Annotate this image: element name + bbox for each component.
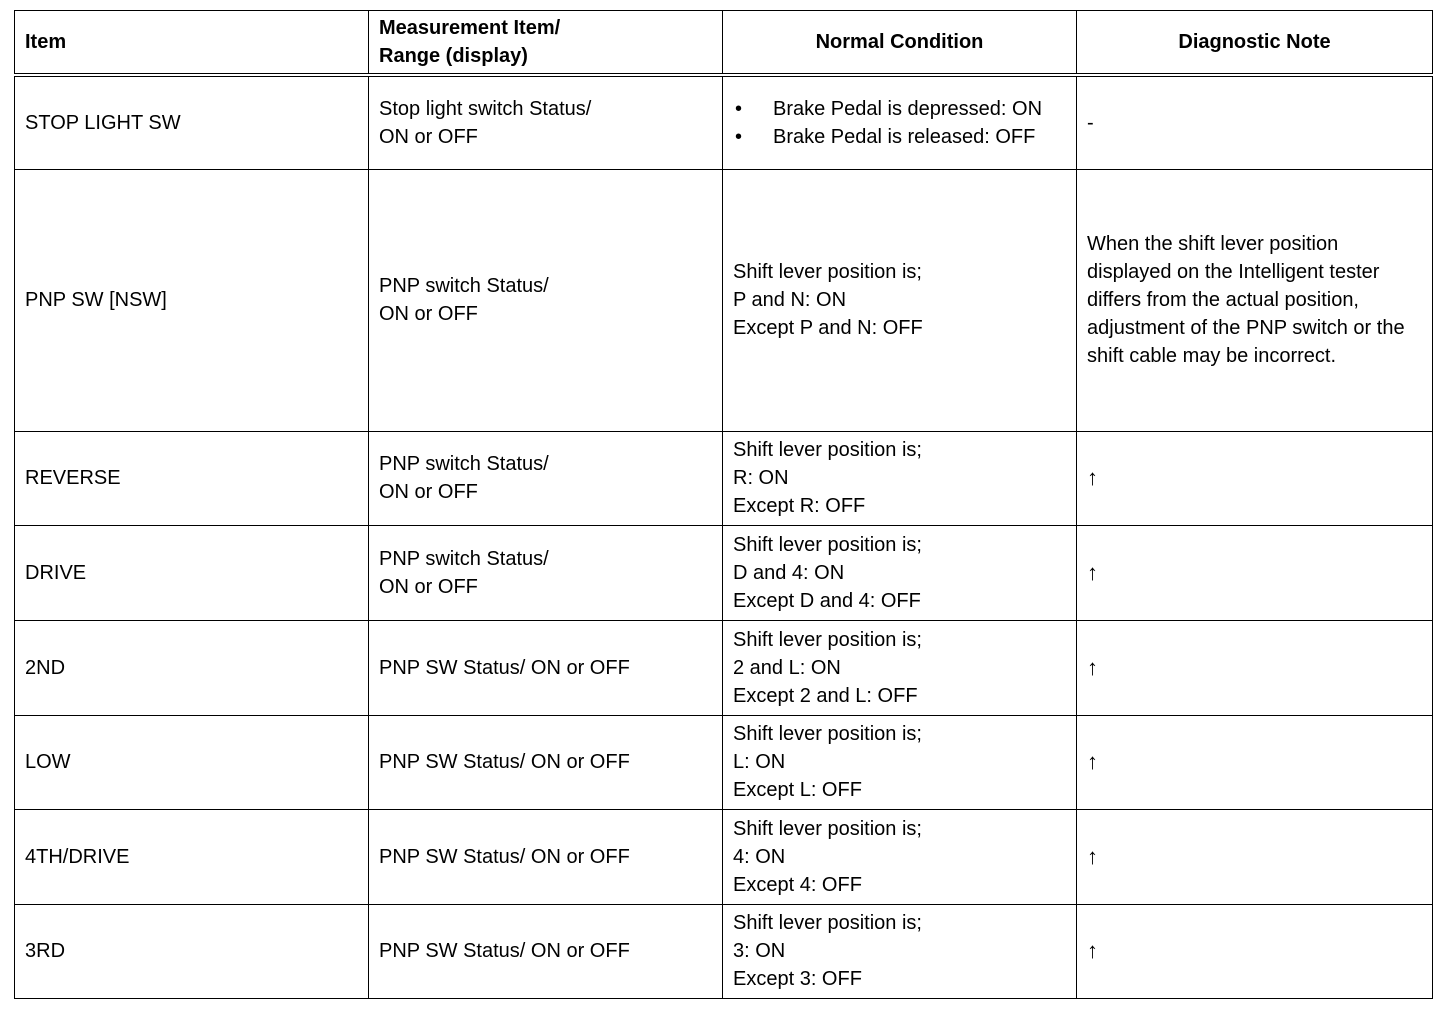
table-row [15,809,1433,904]
header-normal-condition: Normal Condition [723,11,1077,76]
table-body [15,75,1433,998]
condition-line: Shift lever position is; [733,439,922,461]
up-arrow-icon: ↑ [1077,431,1433,525]
cell-measurement: PNP SW Status/ ON or OFF [369,904,723,998]
condition-line: R: ON [733,467,789,489]
condition-line: Shift lever position is; [733,723,922,745]
cell-item: LOW [15,715,369,809]
table-row [15,715,1433,809]
cell-item: 4TH/DRIVE [15,809,369,904]
table-row [15,75,1433,169]
cell-diagnostic-note: - [1077,75,1433,169]
data-list-table [14,10,1433,999]
condition-line: D and 4: ON [733,561,845,584]
cell-item: STOP LIGHT SW [15,75,369,169]
cell-item: REVERSE [15,431,369,525]
normal-condition-list [733,95,1066,151]
measurement-line: PNP switch Status/ [379,547,549,570]
header-diagnostic-note: Diagnostic Note [1077,11,1433,76]
header-measurement-line2: Range (display) [379,45,528,67]
condition-line: Shift lever position is; [733,628,922,651]
condition-line: L: ON [733,751,786,773]
cell-measurement [369,169,723,431]
condition-line: Except R: OFF [733,495,866,517]
cell-measurement: PNP SW Status/ ON or OFF [369,809,723,904]
cell-item: PNP SW [NSW] [15,169,369,431]
cell-measurement [369,525,723,620]
measurement-line: ON or OFF [379,575,478,598]
measurement-line: PNP switch Status/ [379,453,549,475]
cell-item: 2ND [15,620,369,715]
cell-item: DRIVE [15,525,369,620]
table-header [15,11,1433,76]
condition-line: Shift lever position is; [733,817,922,840]
up-arrow-icon: ↑ [1077,525,1433,620]
cell-normal-condition [723,904,1077,998]
up-arrow-icon: ↑ [1077,715,1433,809]
condition-line: Except 4: OFF [733,873,862,896]
condition-line: Shift lever position is; [733,912,922,934]
table-row [15,904,1433,998]
cell-measurement: PNP SW Status/ ON or OFF [369,620,723,715]
measurement-line: Stop light switch Status/ [379,97,592,120]
condition-line: 4: ON [733,845,786,868]
measurement-line: ON or OFF [379,303,478,325]
cell-normal-condition [723,620,1077,715]
condition-line: Except 3: OFF [733,968,862,990]
table-row [15,620,1433,715]
header-measurement [369,11,723,76]
header-measurement-line1: Measurement Item/ [379,17,561,39]
condition-line: 2 and L: ON [733,656,841,679]
cell-measurement [369,75,723,169]
header-item: Item [15,11,369,76]
condition-line: Except D and 4: OFF [733,589,921,612]
table-row [15,169,1433,431]
cell-item: 3RD [15,904,369,998]
cell-measurement [369,431,723,525]
cell-measurement: PNP SW Status/ ON or OFF [369,715,723,809]
condition-line: Except 2 and L: OFF [733,684,918,707]
list-item: • Brake Pedal is released: OFF [733,123,1066,151]
up-arrow-icon: ↑ [1077,809,1433,904]
list-item: • Brake Pedal is depressed: ON [733,95,1066,123]
cell-normal-condition [723,169,1077,431]
up-arrow-icon: ↑ [1077,904,1433,998]
measurement-line: ON or OFF [379,125,478,148]
cell-normal-condition [723,431,1077,525]
condition-line: Except L: OFF [733,779,862,801]
cell-normal-condition [723,715,1077,809]
table-row [15,525,1433,620]
header-row [15,11,1433,76]
measurement-line: ON or OFF [379,481,478,503]
cell-normal-condition [723,809,1077,904]
measurement-line: PNP switch Status/ [379,275,549,297]
up-arrow-icon: ↑ [1077,620,1433,715]
cell-diagnostic-note: When the shift lever position displayed on the Intelligent tester differs from the actual position, adjustment of the PNP switch or the shift cable may be incorrect. [1077,169,1433,431]
table-row [15,431,1433,525]
condition-line: P and N: ON [733,289,847,311]
cell-normal-condition [723,525,1077,620]
condition-line: Shift lever position is; [733,533,922,556]
condition-line: Shift lever position is; [733,261,922,283]
condition-line: Except P and N: OFF [733,317,923,339]
condition-line: 3: ON [733,940,786,962]
cell-normal-condition [723,75,1077,169]
